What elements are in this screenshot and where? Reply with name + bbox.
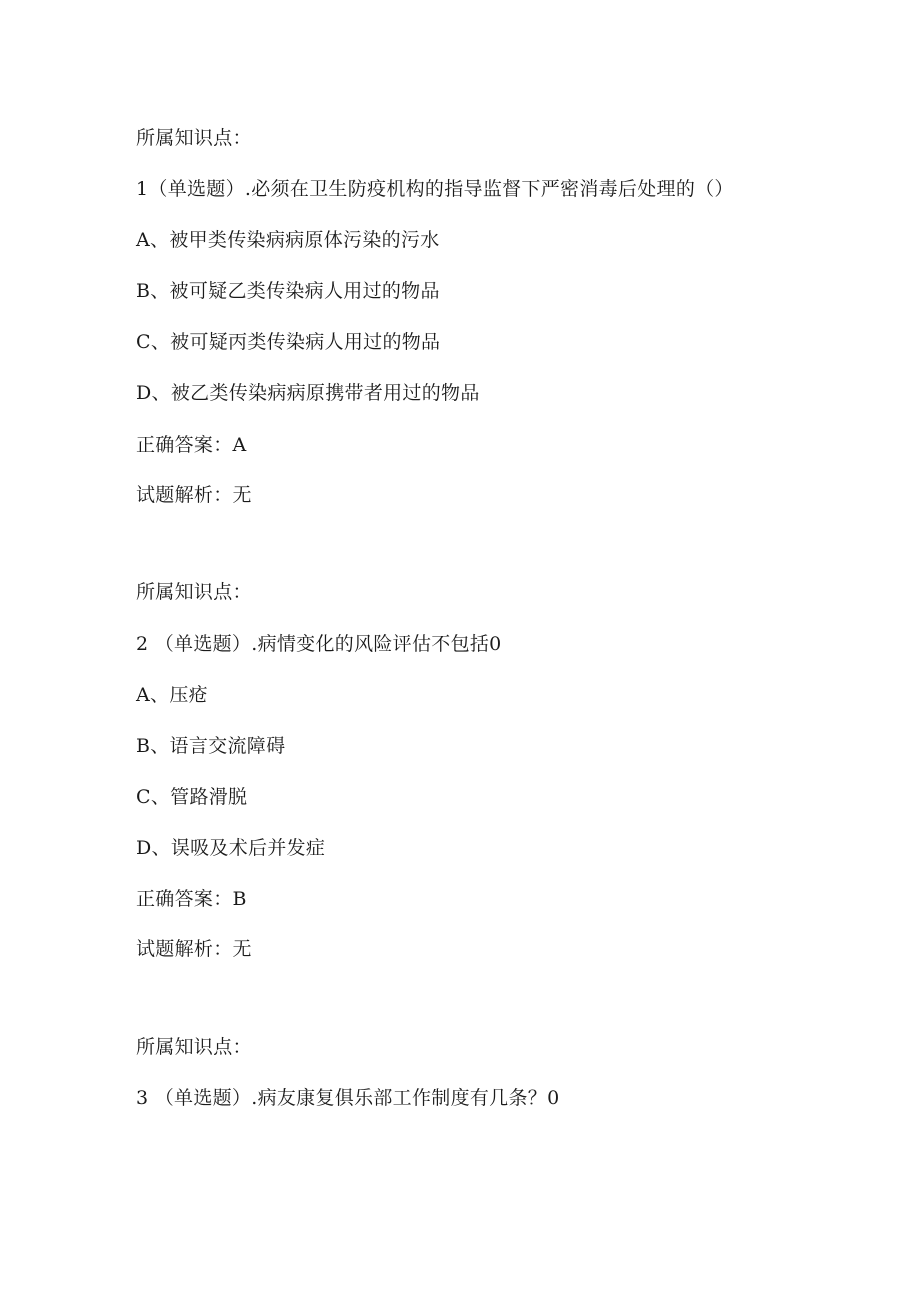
option-a: A、被甲类传染病病原体污染的污水	[136, 229, 440, 251]
option-a: A、压疮	[136, 684, 208, 706]
option-d: D、误吸及术后并发症	[136, 837, 326, 859]
knowledge-point-label: 所属知识点：	[136, 581, 252, 603]
knowledge-point-label: 所属知识点：	[136, 1036, 252, 1058]
knowledge-point-label: 所属知识点：	[136, 127, 252, 149]
question-stem: 1（单选题）.必须在卫生防疫机构的指导监督下严密消毒后处理的（）	[136, 178, 734, 200]
question-stem: 2 （单选题）.病情变化的风险评估不包括0	[136, 633, 502, 655]
option-b: B、语言交流障碍	[136, 735, 286, 757]
question-analysis: 试题解析：无	[136, 484, 252, 506]
correct-answer: 正确答案：A	[136, 434, 247, 456]
question-analysis: 试题解析：无	[136, 938, 252, 960]
correct-answer: 正确答案：B	[136, 888, 247, 910]
option-d: D、被乙类传染病病原携带者用过的物品	[136, 382, 480, 404]
option-c: C、被可疑丙类传染病人用过的物品	[136, 331, 441, 353]
option-c: C、管路滑脱	[136, 786, 248, 808]
option-b: B、被可疑乙类传染病人用过的物品	[136, 280, 440, 302]
question-stem: 3 （单选题）.病友康复俱乐部工作制度有几条？0	[136, 1087, 560, 1109]
